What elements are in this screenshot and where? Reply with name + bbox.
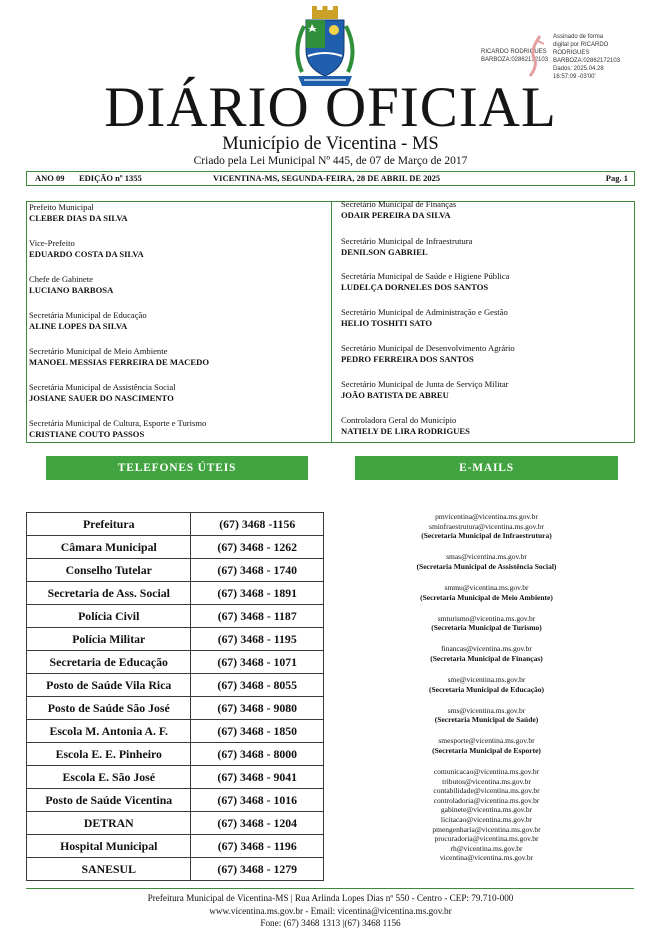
official-role: Secretário Municipal de Infraestrutura	[341, 236, 473, 246]
table-row	[27, 766, 324, 789]
official-role: Chefe de Gabinete	[29, 274, 93, 284]
signature-name-line: BARBOZA:02862172103	[481, 57, 549, 63]
phone-number: (67) 3468 - 1016	[191, 789, 324, 812]
email-group	[355, 675, 618, 694]
phone-name: Posto de Saúde São José	[27, 697, 191, 720]
signature-name-line: RICARDO RODRIGUES	[481, 49, 547, 55]
emails-section-header: E-MAILS	[355, 456, 618, 480]
email-link[interactable]: rh@vicentina.ms.gov.br	[450, 843, 523, 853]
signature-detail-line: digital por RICARDO	[553, 42, 609, 48]
official-entry	[341, 415, 470, 437]
table-row	[27, 536, 324, 559]
table-row	[27, 674, 324, 697]
phone-number: (67) 3468 - 1187	[191, 605, 324, 628]
official-entry	[341, 271, 509, 293]
masthead-title: DIÁRIO OFICIAL	[104, 76, 557, 139]
phone-number: (67) 3468 - 1891	[191, 582, 324, 605]
municipality-name: Município de Vicentina - MS	[222, 134, 439, 154]
signature-detail-line: BARBOZA:02862172103	[553, 58, 621, 64]
official-name: CRISTIANE COUTO PASSOS	[29, 429, 145, 439]
signature-detail-line: Assinado de forma	[553, 34, 604, 40]
email-link[interactable]: sms@vicentina.ms.gov.br	[447, 705, 526, 715]
email-group	[355, 583, 618, 602]
edition-year: ANO 09	[35, 173, 65, 183]
phone-name: Posto de Saúde Vila Rica	[27, 674, 191, 697]
footer-divider	[26, 888, 634, 889]
email-department: (Secretaria Municipal de Esporte)	[432, 746, 541, 755]
creation-law: Criado pela Lei Municipal Nº 445, de 07 de Março de 2017	[193, 155, 468, 167]
official-role: Secretária Municipal de Cultura, Esporte e Turismo	[29, 418, 207, 428]
phone-number: (67) 3468 - 1204	[191, 812, 324, 835]
edition-bar	[26, 171, 635, 186]
email-department: (Secretaria Municipal de Educação)	[428, 684, 545, 694]
phone-number: (67) 3468 - 1196	[191, 835, 324, 858]
table-row	[27, 651, 324, 674]
email-link[interactable]: vicentina@vicentina.ms.gov.br	[439, 853, 534, 863]
phone-name: Prefeitura	[27, 513, 191, 536]
email-link[interactable]: smas@vicentina.ms.gov.br	[446, 552, 527, 562]
official-role: Vice-Prefeito	[29, 238, 75, 248]
table-row	[27, 582, 324, 605]
official-name: ODAIR PEREIRA DA SILVA	[341, 210, 451, 220]
table-row	[27, 513, 324, 536]
email-link[interactable]: controladoria@vicentina.ms.gov.br	[433, 795, 540, 805]
official-entry	[29, 418, 206, 440]
phone-number: (67) 3468 - 9041	[191, 766, 324, 789]
email-department: (Secretaria Municipal de Assistência Social)	[416, 561, 557, 571]
table-row	[27, 697, 324, 720]
signature-detail-line: 16:57:09 -03'00'	[553, 74, 596, 80]
official-name: CLEBER DIAS DA SILVA	[29, 213, 128, 223]
phone-number: (67) 3468 - 1262	[191, 536, 324, 559]
email-group	[355, 767, 618, 863]
official-name: LUDELÇA DORNELES DOS SANTOS	[341, 282, 489, 292]
email-group	[355, 644, 618, 663]
official-entry	[29, 274, 113, 296]
phone-name: SANESUL	[27, 858, 191, 881]
email-link[interactable]: gabinete@vicentina.ms.gov.br	[440, 805, 533, 815]
official-name: MANOEL MESSIAS FERREIRA DE MACEDO	[29, 357, 210, 367]
email-department: (Secretaria Municipal de Meio Ambiente)	[420, 592, 553, 602]
email-link[interactable]: pmvicentina@vicentina.ms.gov.br	[435, 512, 538, 521]
digital-signature-mark-icon	[526, 34, 548, 78]
signature-detail-line: Dados: 2025.04.28	[553, 66, 604, 72]
email-link[interactable]: smesporte@vicentina.ms.gov.br	[438, 736, 535, 746]
official-role: Secretário Municipal de Finanças	[341, 199, 457, 209]
email-group	[355, 552, 618, 571]
official-entry	[341, 236, 472, 258]
email-department: (Secretaria Municipal de Finanças)	[430, 653, 543, 663]
phone-name: Escola M. Antonia A. F.	[27, 720, 191, 743]
edition-number: EDIÇÃO nº 1355	[79, 173, 142, 183]
phone-name: Posto de Saúde Vicentina	[27, 789, 191, 812]
signature-detail-line: RODRIGUES	[553, 50, 590, 56]
phone-name: Câmara Municipal	[27, 536, 191, 559]
official-entry	[341, 343, 515, 365]
official-name: ALINE LOPES DA SILVA	[29, 321, 128, 331]
phone-name: Escola E. E. Pinheiro	[27, 743, 191, 766]
table-row	[27, 559, 324, 582]
email-link[interactable]: financas@vicentina.ms.gov.br	[441, 644, 532, 654]
officials-divider	[331, 201, 332, 442]
table-row	[27, 605, 324, 628]
phone-name: Hospital Municipal	[27, 835, 191, 858]
official-name: EDUARDO COSTA DA SILVA	[29, 249, 144, 259]
email-link[interactable]: licitacao@vicentina.ms.gov.br	[440, 815, 533, 825]
phone-name: Polícia Civil	[27, 605, 191, 628]
footer-address: Prefeitura Municipal de Vicentina-MS | Rua Arlinda Lopes Dias nº 550 - Centro - CEP: 79.710-000	[147, 893, 514, 903]
signature-details	[553, 33, 633, 81]
phone-number: (67) 3468 - 8055	[191, 674, 324, 697]
table-row	[27, 858, 324, 881]
email-group	[355, 614, 618, 633]
official-entry	[29, 202, 128, 224]
phone-name: Polícia Militar	[27, 628, 191, 651]
email-link[interactable]: sminfraestrutura@vicentina.ms.gov.br	[429, 521, 544, 531]
official-name: LUCIANO BARBOSA	[29, 285, 114, 295]
official-entry	[29, 382, 176, 404]
emails-list	[355, 512, 618, 875]
phone-number: (67) 3468 -1156	[191, 513, 324, 536]
phone-number: (67) 3468 - 1279	[191, 858, 324, 881]
table-row	[27, 789, 324, 812]
official-role: Secretário Municipal de Desenvolvimento Agrário	[341, 343, 515, 353]
email-link[interactable]: pmengenharia@vicentina.ms.gov.br	[432, 824, 541, 834]
email-group	[355, 736, 618, 755]
official-entry	[29, 310, 147, 332]
footer	[0, 892, 661, 930]
table-row	[27, 628, 324, 651]
table-row	[27, 743, 324, 766]
official-name: JOÃO BATISTA DE ABREU	[341, 390, 449, 400]
email-link[interactable]: smturismo@vicentina.ms.gov.br	[437, 613, 536, 623]
phone-name: Conselho Tutelar	[27, 559, 191, 582]
phone-number: (67) 3468 - 1071	[191, 651, 324, 674]
official-name: DENILSON GABRIEL	[341, 247, 428, 257]
official-entry	[341, 307, 508, 329]
official-entry	[29, 238, 144, 260]
official-role: Prefeito Municipal	[29, 202, 94, 212]
edition-page: Pag. 1	[605, 173, 628, 183]
phones-section-header: TELEFONES ÚTEIS	[46, 456, 308, 480]
official-role: Secretária Municipal de Saúde e Higiene Pública	[341, 271, 510, 281]
phone-number: (67) 3468 - 9080	[191, 697, 324, 720]
email-group	[355, 706, 618, 725]
official-role: Secretário Municipal de Administração e Gestão	[341, 307, 508, 317]
email-link[interactable]: comunicacao@vicentina.ms.gov.br	[433, 767, 540, 777]
email-link[interactable]: contabilidade@vicentina.ms.gov.br	[433, 786, 540, 796]
phones-table	[26, 512, 324, 881]
email-link[interactable]: tributos@vicentina.ms.gov.br	[442, 776, 531, 786]
official-name: HELIO TOSHITI SATO	[341, 318, 433, 328]
official-name: PEDRO FERREIRA DOS SANTOS	[341, 354, 474, 364]
official-role: Secretária Municipal de Assistência Social	[29, 382, 176, 392]
table-row	[27, 812, 324, 835]
phone-number: (67) 3468 - 1740	[191, 559, 324, 582]
official-role: Controladora Geral do Município	[341, 415, 457, 425]
footer-web: www.vicentina.ms.gov.br - Email: vicentina@vicentina.ms.gov.br	[209, 905, 452, 916]
phone-name: Secretaria de Educação	[27, 651, 191, 674]
official-entry	[341, 379, 509, 401]
footer-phone: Fone: (67) 3468 1313 |(67) 3468 1156	[260, 918, 401, 928]
phone-number: (67) 3468 - 8000	[191, 743, 324, 766]
email-department: (Secretaria Municipal de Infraestrutura)	[421, 531, 552, 541]
official-entry	[341, 199, 456, 221]
email-link[interactable]: smmu@vicentina.ms.gov.br	[444, 582, 529, 592]
table-row	[27, 835, 324, 858]
official-role: Secretária Municipal de Educação	[29, 310, 147, 320]
official-entry	[29, 346, 209, 368]
official-role: Secretário Municipal de Junta de Serviço Militar	[341, 379, 509, 389]
email-group	[355, 512, 618, 541]
official-name: NATIELY DE LIRA RODRIGUES	[341, 426, 470, 436]
phone-name: Escola E. São José	[27, 766, 191, 789]
phone-number: (67) 3468 - 1850	[191, 720, 324, 743]
phone-name: DETRAN	[27, 812, 191, 835]
email-department: (Secretaria Municipal de Saúde)	[434, 715, 539, 725]
email-link[interactable]: sme@vicentina.ms.gov.br	[447, 675, 526, 685]
phone-number: (67) 3468 - 1195	[191, 628, 324, 651]
email-link[interactable]: procuradoria@vicentina.ms.gov.br	[434, 834, 539, 844]
table-row	[27, 720, 324, 743]
email-department: (Secretaria Municipal de Turismo)	[431, 623, 542, 633]
phone-name: Secretaria de Ass. Social	[27, 582, 191, 605]
official-role: Secretário Municipal de Meio Ambiente	[29, 346, 168, 356]
official-name: JOSIANE SAUER DO NASCIMENTO	[29, 393, 174, 403]
edition-place-date: VICENTINA-MS, SEGUNDA-FEIRA, 28 DE ABRIL DE 2025	[213, 173, 441, 183]
